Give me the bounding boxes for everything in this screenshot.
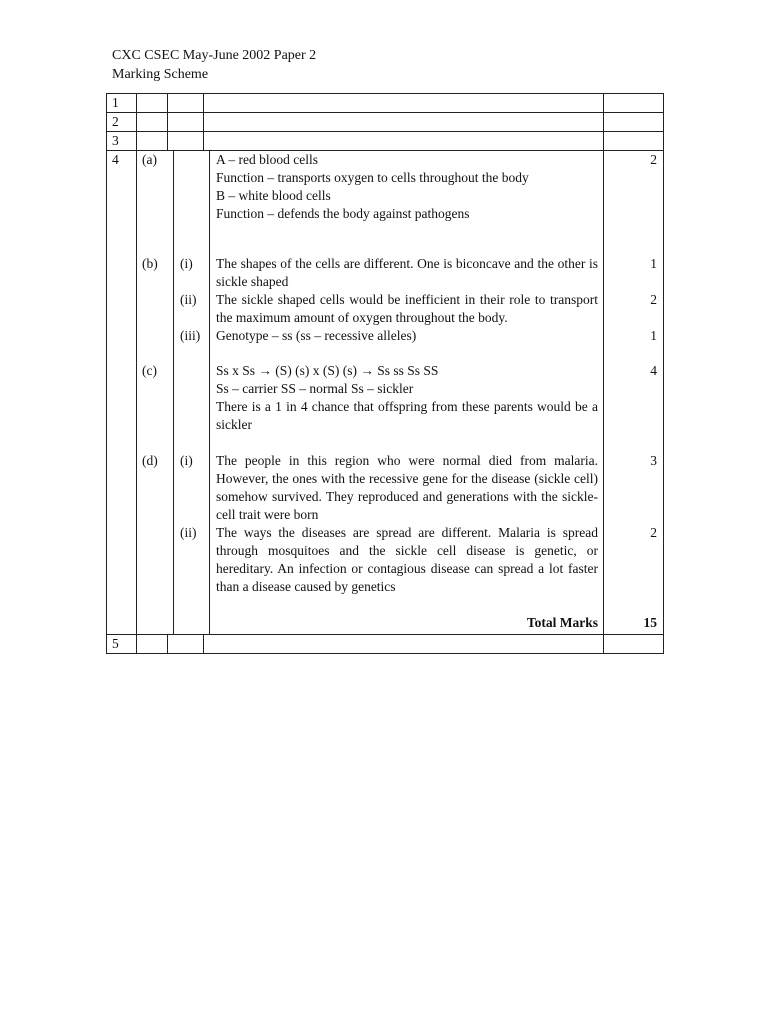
- question-number: 3: [107, 132, 137, 151]
- mark-b-i: 1: [650, 256, 657, 271]
- document-subtitle: Marking Scheme: [112, 67, 209, 82]
- table-row-q3: [107, 132, 664, 151]
- document-title: CXC CSEC May-June 2002 Paper 2: [112, 48, 317, 63]
- subpart-label: (i): [174, 255, 210, 291]
- part-d-i-answer: The people in this region who were normal died from malaria. However, the ones with the recessive gene for the disease (sickle cell) somehow survived. They reproduced and generations with the sickle-cell trait were born: [216, 453, 598, 522]
- part-c: [137, 362, 603, 452]
- mark-d-ii: 2: [650, 525, 657, 540]
- part-b-ii-answer: The sickle shaped cells would be inefficient in their role to transport the maximum amount of oxygen throughout the body.: [216, 292, 598, 325]
- question-number: 5: [107, 635, 137, 654]
- part-b: [137, 255, 603, 362]
- mark-a: 2: [650, 152, 657, 167]
- mark-c: 4: [650, 363, 657, 378]
- table-row-q4: [107, 151, 664, 635]
- document-header: [112, 46, 316, 84]
- part-b-iii-answer: Genotype – ss (ss – recessive alleles): [216, 328, 417, 343]
- table-row-q2: [107, 113, 664, 132]
- part-d-ii-answer: The ways the diseases are spread are different. Malaria is spread through mosquitoes and the sickle cell disease is genetic, or hereditary. An infection or contagious disease can spread a lot faster than a disease caused by genetics: [216, 525, 598, 594]
- question-number: 4: [107, 151, 137, 635]
- part-label: (d): [137, 452, 174, 610]
- question-number: 2: [107, 113, 137, 132]
- subpart-label: (ii): [174, 524, 210, 610]
- q4-answers: [137, 151, 604, 635]
- part-label: (b): [137, 255, 174, 362]
- total-marks-label: Total Marks: [526, 615, 598, 630]
- part-d: [137, 452, 603, 610]
- total-row: [137, 610, 603, 634]
- marking-scheme-table: [106, 93, 664, 654]
- part-label: (a): [137, 151, 174, 255]
- total-marks-value: 15: [643, 615, 657, 630]
- mark-d-i: 3: [650, 453, 657, 468]
- part-a-answer: A – red blood cells Function – transports oxygen to cells throughout the body B – white blood cells Function – defends the body against pathogens: [216, 152, 529, 221]
- table-row-q5: [107, 635, 664, 654]
- subpart-label: (ii): [174, 291, 210, 327]
- subpart-label: (iii): [174, 327, 210, 362]
- mark-b-ii: 2: [650, 292, 657, 307]
- part-label: (c): [137, 362, 174, 452]
- part-c-answer: Ss x Ss → (S) (s) x (S) (s) → Ss ss Ss SS Ss – carrier SS – normal Ss – sickler There is a 1 in 4 chance that offspring from these parents would be a sickler: [216, 363, 598, 432]
- subpart-label: (i): [174, 452, 210, 524]
- question-number: 1: [107, 94, 137, 113]
- mark-b-iii: 1: [650, 328, 657, 343]
- table-row-q1: [107, 94, 664, 113]
- marks-column: [604, 151, 664, 635]
- part-b-i-answer: The shapes of the cells are different. One is biconcave and the other is sickle shaped: [216, 256, 598, 289]
